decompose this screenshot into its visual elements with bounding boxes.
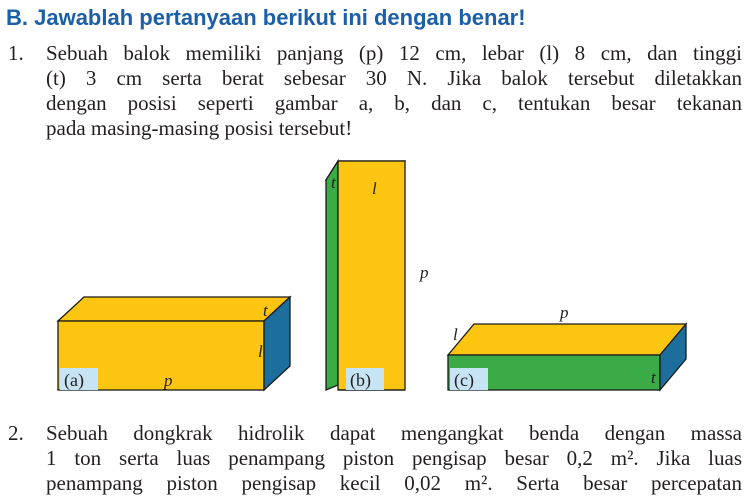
question-1-number: 1. bbox=[8, 41, 24, 65]
section-heading: B. Jawablah pertanyaan berikut ini dengan benar! bbox=[6, 5, 526, 30]
question-2-line-1: Sebuah dongkrak hidrolik dapat mengangkat benda dengan massa bbox=[46, 421, 742, 445]
question-2-number: 2. bbox=[8, 421, 24, 445]
block-b-label-l: l bbox=[372, 179, 377, 198]
block-b-label-p: p bbox=[420, 263, 429, 282]
question-2-line-2: 1 ton serta luas penampang piston pengisap besar 0,2 m². Jika luas bbox=[46, 446, 742, 470]
block-a-label-p: p bbox=[164, 371, 173, 390]
block-c bbox=[448, 303, 686, 391]
question-1-line-1: Sebuah balok memiliki panjang (p) 12 cm, lebar (l) 8 cm, dan tinggi bbox=[46, 41, 742, 65]
block-a-caption: (a) bbox=[64, 370, 84, 390]
block-a-label-t: t bbox=[263, 301, 268, 320]
question-1-line-3: dengan posisi seperti gambar a, b, dan c, tentukan besar tekanan bbox=[46, 91, 742, 115]
block-c-label-p: p bbox=[560, 303, 569, 322]
block-a bbox=[58, 297, 290, 391]
block-b-label-t: t bbox=[331, 173, 336, 192]
block-c-caption: (c) bbox=[454, 370, 474, 390]
block-c-label-l: l bbox=[453, 325, 458, 344]
block-c-top-face bbox=[448, 324, 686, 355]
block-b-caption: (b) bbox=[350, 370, 371, 390]
block-c-label-t: t bbox=[651, 368, 656, 387]
question-1-line-4: pada masing-masing posisi tersebut! bbox=[46, 116, 353, 140]
block-b-left-face bbox=[326, 161, 338, 390]
block-a-label-l: l bbox=[258, 342, 263, 361]
question-1-line-2: (t) 3 cm serta berat sebesar 30 N. Jika balok tersebut diletakkan bbox=[46, 66, 742, 90]
block-b bbox=[326, 161, 429, 391]
block-a-top-face bbox=[58, 297, 290, 321]
question-2-line-3: penampang piston pengisap kecil 0,02 m². Serta besar percepatan bbox=[46, 471, 742, 495]
question-2-text bbox=[46, 421, 742, 496]
